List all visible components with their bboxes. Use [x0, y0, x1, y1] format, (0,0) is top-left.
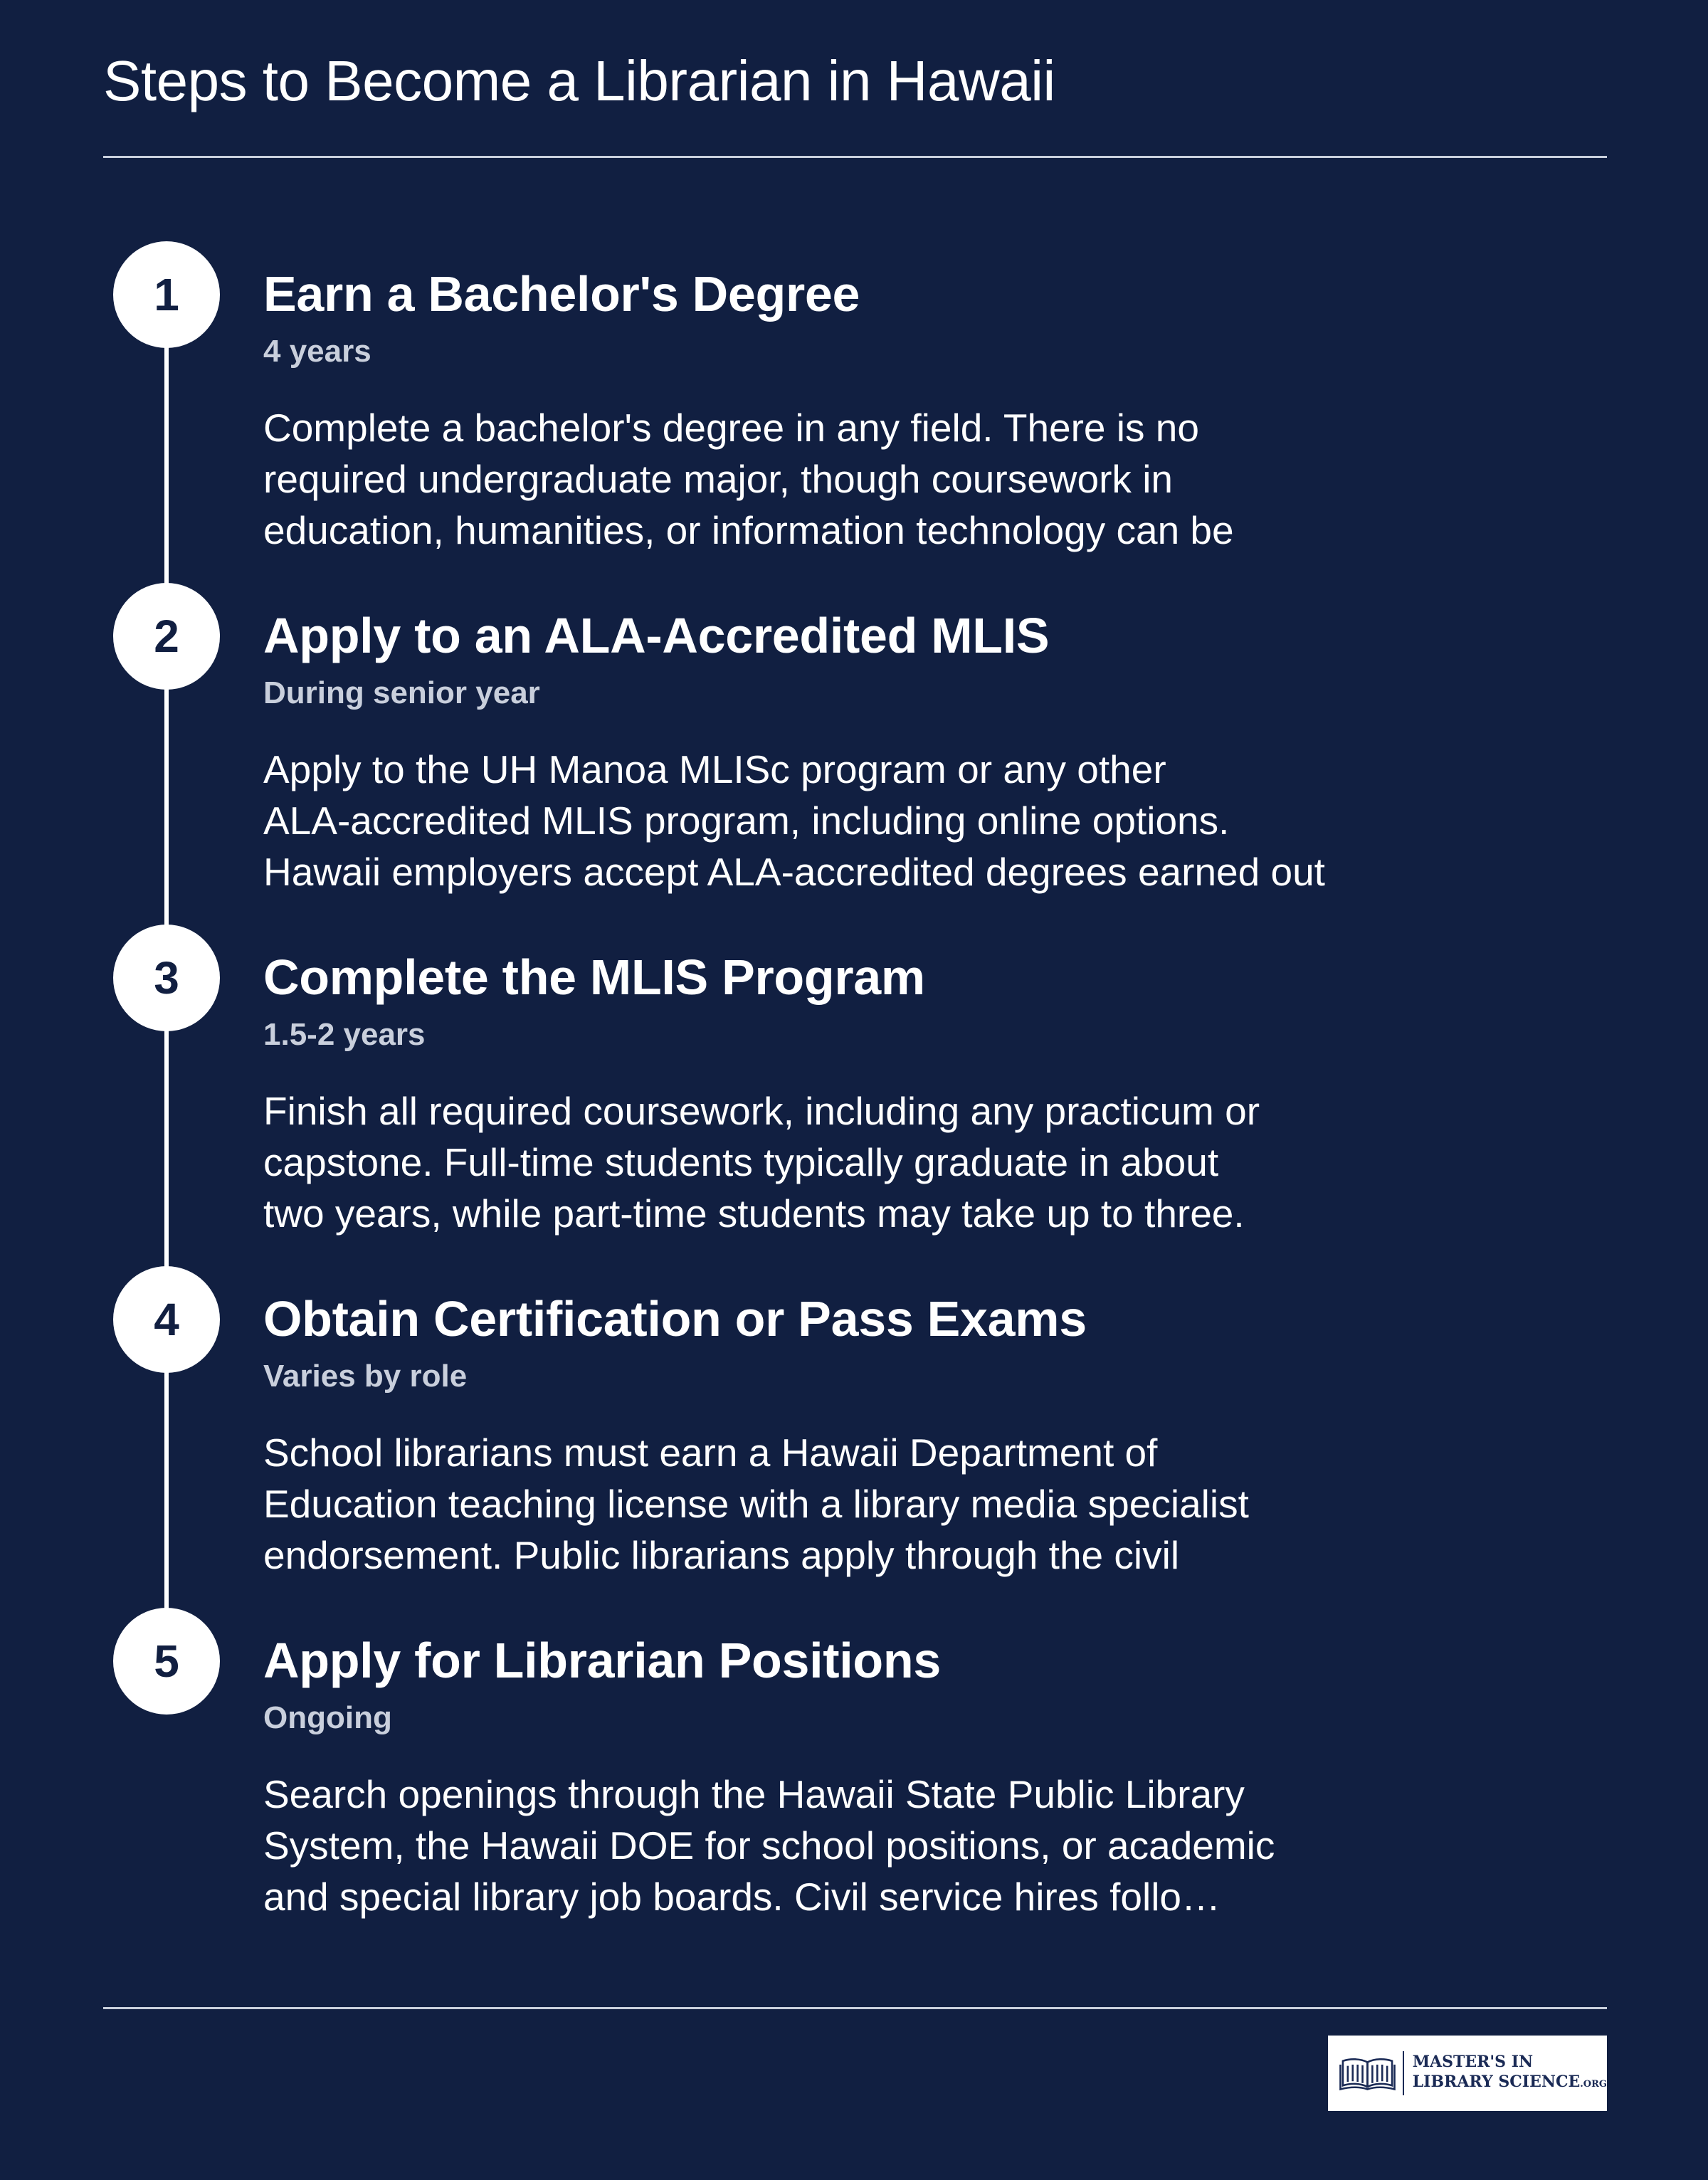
- top-divider: [103, 156, 1607, 158]
- logo-line-1: MASTER'S IN: [1412, 2053, 1534, 2071]
- step-2: [0, 583, 1708, 925]
- step-title: Earn a Bachelor's Degree: [263, 266, 860, 322]
- logo-suffix: .ORG: [1580, 2079, 1607, 2090]
- logo-wordmark: [1413, 2052, 1607, 2095]
- step-duration: Ongoing: [263, 1700, 392, 1735]
- step-3: [0, 925, 1708, 1266]
- logo-line-2: [1413, 2072, 1607, 2095]
- step-title: Apply for Librarian Positions: [263, 1633, 941, 1688]
- description-line: Apply to the UH Manoa MLISc program or any other: [263, 747, 1166, 791]
- description-line: two years, while part-time students may take up to three.: [263, 1191, 1245, 1236]
- step-4: [0, 1266, 1708, 1608]
- bottom-divider: [103, 2007, 1607, 2009]
- description-line: endorsement. Public librarians apply through the civil: [263, 1533, 1180, 1577]
- step-number-circle: 2: [113, 583, 220, 690]
- description-line: capstone. Full-time students typically graduate in about: [263, 1140, 1219, 1184]
- step-description: [263, 1769, 1438, 1922]
- step-description: [263, 744, 1438, 897]
- description-line: School librarians must earn a Hawaii Department of: [263, 1431, 1158, 1475]
- page-title: Steps to Become a Librarian in Hawaii: [103, 49, 1055, 112]
- step-title: Apply to an ALA-Accredited MLIS: [263, 608, 1050, 663]
- step-description: [263, 1427, 1438, 1581]
- step-description: [263, 402, 1438, 556]
- description-line: Education teaching license with a library media specialist: [263, 1482, 1249, 1526]
- step-number-circle: 3: [113, 925, 220, 1031]
- description-line: and special library job boards. Civil service hires follo…: [263, 1875, 1221, 1919]
- step-duration: Varies by role: [263, 1359, 468, 1394]
- logo-divider: [1403, 2051, 1404, 2095]
- description-line: required undergraduate major, though coursework in: [263, 457, 1173, 501]
- step-description: [263, 1085, 1438, 1239]
- step-1: [0, 241, 1708, 583]
- description-line: ALA-accredited MLIS program, including online options.: [263, 799, 1230, 843]
- site-logo[interactable]: [1328, 2036, 1607, 2111]
- step-number-circle: 5: [113, 1608, 220, 1715]
- description-line: Finish all required coursework, including any practicum or: [263, 1089, 1260, 1133]
- logo-line-2-text: LIBRARY SCIENCE: [1412, 2073, 1581, 2091]
- step-title: Complete the MLIS Program: [263, 949, 925, 1005]
- open-book-icon: [1338, 2052, 1397, 2095]
- step-number-circle: 4: [113, 1266, 220, 1373]
- description-line: Hawaii employers accept ALA-accredited degrees earned out: [263, 850, 1325, 894]
- description-line: Complete a bachelor's degree in any field. There is no: [263, 406, 1199, 450]
- description-line: System, the Hawaii DOE for school positions, or academic: [263, 1823, 1275, 1868]
- description-line: education, humanities, or information technology can be: [263, 508, 1234, 552]
- step-title: Obtain Certification or Pass Exams: [263, 1291, 1087, 1347]
- step-5: [0, 1608, 1708, 1949]
- description-line: Search openings through the Hawaii State Public Library: [263, 1772, 1245, 1816]
- step-duration: During senior year: [263, 675, 540, 710]
- step-number-circle: 1: [113, 241, 220, 348]
- step-duration: 1.5-2 years: [263, 1017, 426, 1052]
- step-duration: 4 years: [263, 334, 371, 369]
